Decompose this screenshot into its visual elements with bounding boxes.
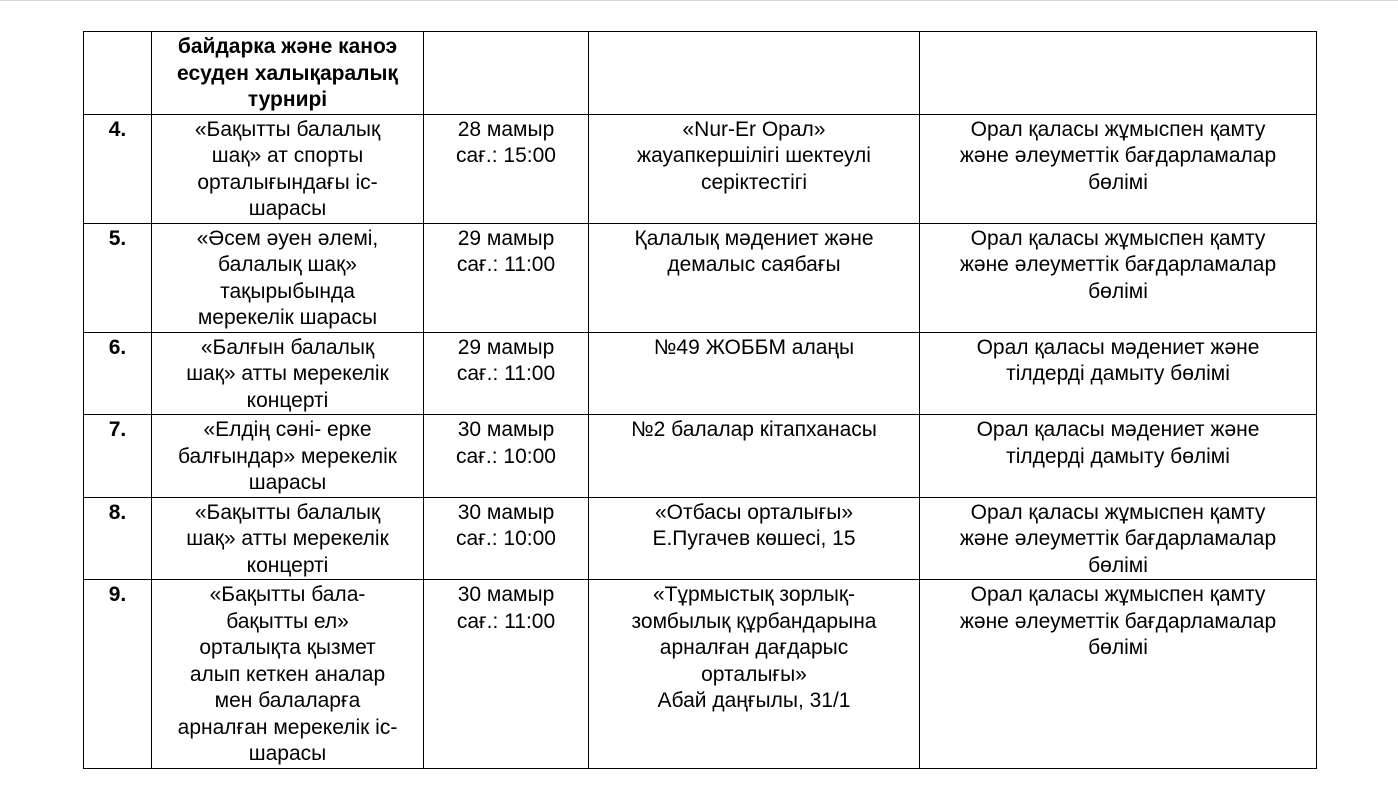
date-cell: [424, 114, 589, 223]
event-name-line: шарасы: [248, 197, 327, 220]
responsible-line: Орал қаласы жұмыспен қамту: [970, 583, 1266, 606]
row-number: 9.: [108, 583, 127, 606]
row-number: 7.: [108, 418, 127, 441]
time-line: сағ.: 11:00: [456, 609, 556, 633]
event-name-line: шақ» ат спорты: [211, 144, 364, 167]
place-cell: [589, 580, 920, 769]
responsible-cell: [920, 223, 1317, 332]
row-number: 8.: [108, 500, 127, 524]
date-cell: [424, 332, 589, 415]
event-name-cell: [152, 32, 424, 115]
event-name-line: шақ» атты мерекелік: [186, 527, 389, 550]
place-cell: [589, 332, 920, 415]
place-cell: [589, 415, 920, 498]
date-line: 30 мамыр: [457, 500, 555, 524]
event-name-line: есуден халықаралық: [177, 61, 398, 85]
place-line: жауапкершілігі шектеулі: [637, 144, 871, 167]
place-line: «Отбасы орталығы»: [654, 500, 854, 524]
responsible-cell: [920, 32, 1317, 115]
place-line: арналған дағдарыс: [659, 636, 849, 659]
place-line: Қалалық мәдениет және: [634, 226, 874, 250]
time-line: сағ.: 10:00: [456, 527, 556, 550]
event-name-line: балғындар» мерекелік: [178, 444, 397, 468]
date-cell: [424, 497, 589, 580]
event-name-cell: [152, 332, 424, 415]
row-number-cell: [84, 223, 152, 332]
table-row: [84, 114, 1317, 223]
event-name-line: шарасы: [248, 742, 327, 765]
event-name-cell: [152, 415, 424, 498]
row-number-cell: [84, 332, 152, 415]
time-line: сағ.: 10:00: [456, 444, 556, 468]
responsible-line: бөлімі: [1088, 553, 1148, 577]
place-line: орталығы»: [701, 662, 807, 686]
event-name-line: «Бақытты балалық: [194, 500, 381, 524]
row-number-cell: [84, 580, 152, 769]
responsible-cell: [920, 332, 1317, 415]
responsible-line: Орал қаласы жұмыспен қамту: [970, 500, 1266, 524]
place-line: «Тұрмыстық зорлық-: [652, 583, 855, 606]
event-name-cell: [152, 114, 424, 223]
responsible-line: бөлімі: [1088, 170, 1148, 194]
row-number-cell: [84, 497, 152, 580]
date-line: 28 мамыр: [457, 117, 555, 141]
responsible-line: және әлеуметтік бағдарламалар: [959, 144, 1277, 167]
place-line: №2 балалар кітапханасы: [631, 418, 877, 441]
responsible-line: және әлеуметтік бағдарламалар: [959, 609, 1277, 633]
responsible-cell: [920, 497, 1317, 580]
event-name-line: мерекелік шарасы: [197, 306, 378, 329]
row-number: 6.: [108, 335, 127, 359]
event-name-line: алып кеткен аналар: [189, 662, 386, 686]
date-cell: [424, 32, 589, 115]
table-row: [84, 332, 1317, 415]
event-name-line: шақ» атты мерекелік: [186, 362, 389, 385]
responsible-line: тілдерді дамыту бөлімі: [1006, 444, 1230, 468]
row-number-cell: [84, 114, 152, 223]
place-line: зомбылық құрбандарына: [631, 609, 877, 633]
event-name-line: орталықта қызмет: [199, 636, 376, 659]
responsible-line: тілдерді дамыту бөлімі: [1006, 362, 1230, 385]
event-name-line: «Балғын балалық: [200, 335, 375, 359]
date-cell: [424, 580, 589, 769]
table-row-continuation: [84, 32, 1317, 115]
date-line: 30 мамыр: [457, 583, 555, 606]
table-row: [84, 415, 1317, 498]
row-number: 5.: [108, 226, 127, 250]
event-name-cell: [152, 580, 424, 769]
responsible-line: және әлеуметтік бағдарламалар: [959, 253, 1277, 276]
events-table-body: [84, 32, 1317, 769]
responsible-cell: [920, 415, 1317, 498]
event-name-line: «Бақытты балалық: [194, 117, 381, 141]
row-number-cell: [84, 32, 152, 115]
place-cell: [589, 497, 920, 580]
place-line: «Nur-Er Орал»: [682, 117, 826, 141]
event-name-cell: [152, 497, 424, 580]
event-name-line: турнирі: [247, 88, 328, 111]
page-top-rule: [0, 0, 1398, 1]
responsible-cell: [920, 114, 1317, 223]
date-cell: [424, 223, 589, 332]
place-line: Абай даңғылы, 31/1: [657, 689, 851, 712]
place-cell: [589, 114, 920, 223]
table-row: [84, 223, 1317, 332]
event-name-line: балалық шақ»: [218, 253, 357, 276]
responsible-line: және әлеуметтік бағдарламалар: [959, 527, 1277, 550]
events-table: [83, 31, 1317, 769]
event-name-line: «Әсем әуен әлемі,: [196, 226, 379, 250]
event-name-line: концерті: [246, 388, 329, 412]
responsible-line: бөлімі: [1088, 636, 1148, 659]
event-name-line: мен балаларға: [214, 689, 361, 712]
place-cell: [589, 32, 920, 115]
table-row: [84, 497, 1317, 580]
responsible-line: Орал қаласы мәдениет және: [976, 335, 1260, 359]
responsible-line: бөлімі: [1088, 279, 1148, 303]
time-line: сағ.: 15:00: [456, 144, 556, 167]
event-name-line: «Елдің сәні- ерке: [203, 418, 372, 441]
date-line: 29 мамыр: [457, 335, 555, 359]
row-number: 4.: [108, 117, 127, 141]
table-row: [84, 580, 1317, 769]
date-line: 29 мамыр: [457, 226, 555, 250]
event-name-line: орталығындағы іс-: [197, 170, 378, 194]
event-name-line: байдарка және каноэ: [177, 35, 398, 58]
event-name-line: тақырыбында: [220, 279, 355, 303]
event-name-line: «Бақытты бала-: [209, 583, 366, 606]
place-line: №49 ЖОББМ алаңы: [653, 335, 855, 359]
event-name-line: концерті: [246, 553, 329, 577]
place-cell: [589, 223, 920, 332]
time-line: сағ.: 11:00: [456, 362, 556, 385]
place-line: демалыс саябағы: [667, 253, 841, 276]
event-name-cell: [152, 223, 424, 332]
date-cell: [424, 415, 589, 498]
date-line: 30 мамыр: [457, 418, 555, 441]
place-line: Е.Пугачев көшесі, 15: [652, 527, 856, 550]
place-line: серіктестігі: [700, 170, 808, 194]
responsible-cell: [920, 580, 1317, 769]
event-name-line: бақытты ел»: [226, 609, 349, 633]
event-name-line: арналған мерекелік іс-: [177, 715, 398, 739]
row-number-cell: [84, 415, 152, 498]
responsible-line: Орал қаласы мәдениет және: [976, 418, 1260, 441]
responsible-line: Орал қаласы жұмыспен қамту: [970, 117, 1266, 141]
time-line: сағ.: 11:00: [456, 253, 556, 276]
event-name-line: шарасы: [248, 471, 327, 494]
responsible-line: Орал қаласы жұмыспен қамту: [970, 226, 1266, 250]
